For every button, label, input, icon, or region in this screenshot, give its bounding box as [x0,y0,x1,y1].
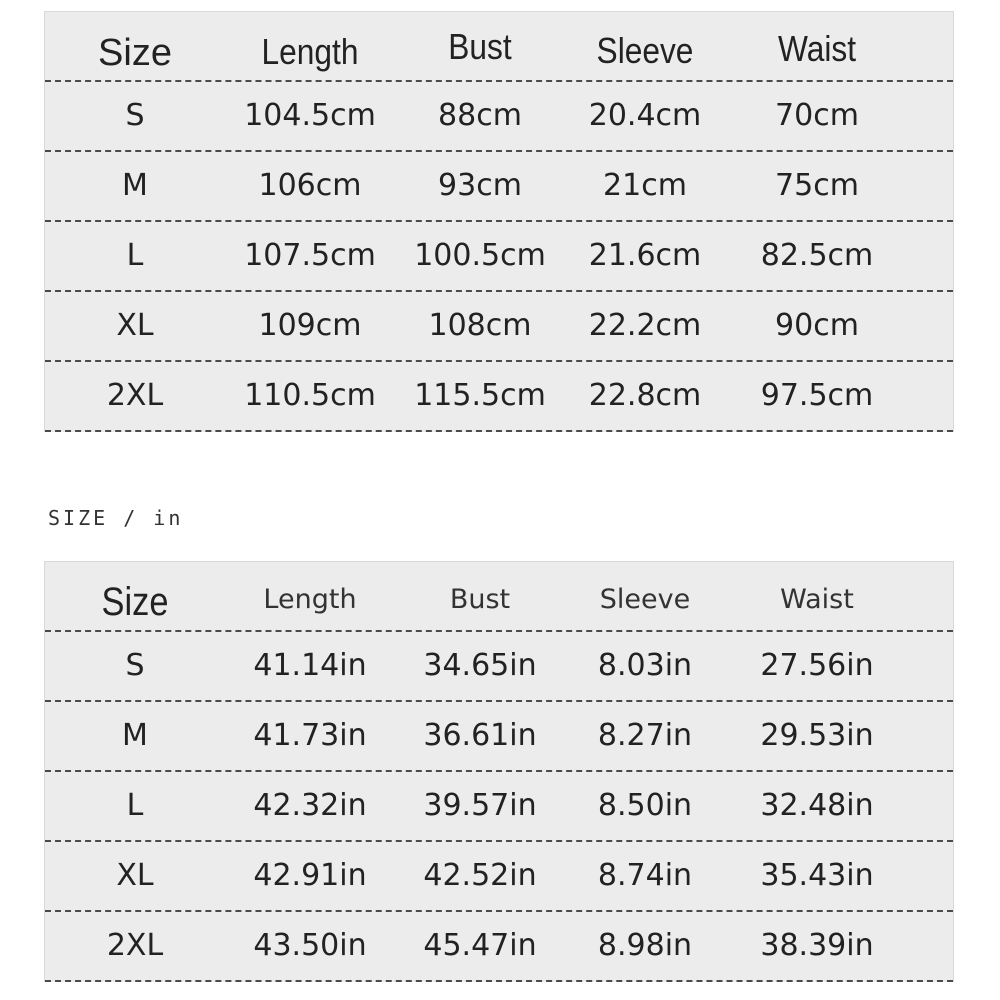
waist-cell: 75cm [775,168,859,203]
bust-cell: 93cm [438,168,522,203]
length-cell: 41.73in [253,718,367,753]
length-cell: 43.50in [253,928,367,963]
sleeve-cell: 21.6cm [588,238,702,273]
size-cell: L [126,788,144,823]
size-table-in [44,561,954,982]
size-cell: XL [116,308,154,343]
bust-cell: 115.5cm [414,378,546,413]
table-row [45,152,953,222]
header-waist: Waist [777,28,857,69]
header-length: Length [261,31,359,72]
size-cell: M [122,718,148,753]
bust-cell: 100.5cm [414,238,546,273]
length-cell: 104.5cm [244,98,376,133]
inch-table-caption: SIZE / in [48,506,184,530]
bust-cell: 39.57in [423,788,537,823]
size-cell: S [125,648,145,683]
table-row [45,222,953,292]
waist-cell: 90cm [775,308,859,343]
table-row [45,292,953,362]
waist-cell: 97.5cm [760,378,874,413]
waist-cell: 38.39in [760,928,874,963]
waist-cell: 29.53in [760,718,874,753]
size-cell: S [125,98,145,133]
sleeve-cell: 22.2cm [588,308,702,343]
sleeve-cell: 21cm [603,168,687,203]
size-cell: 2XL [106,378,164,413]
length-cell: 110.5cm [244,378,376,413]
table-row [45,772,953,842]
waist-cell: 27.56in [760,648,874,683]
header-bust: Bust [449,584,511,615]
header-length: Length [263,584,357,615]
sleeve-cell: 8.98in [597,928,693,963]
length-cell: 41.14in [253,648,367,683]
table-row [45,362,953,432]
size-cell: 2XL [106,928,164,963]
size-cell: XL [116,858,154,893]
bust-cell: 88cm [438,98,522,133]
table-header-row [45,12,953,82]
header-size: Size [98,32,172,74]
bust-cell: 42.52in [423,858,537,893]
bust-cell: 36.61in [423,718,537,753]
waist-cell: 35.43in [760,858,874,893]
size-cell: L [126,238,144,273]
length-cell: 109cm [258,308,362,343]
header-bust: Bust [448,26,512,67]
table-row [45,82,953,152]
header-size: Size [101,580,169,624]
header-waist: Waist [780,584,854,615]
bust-cell: 45.47in [423,928,537,963]
bust-cell: 34.65in [423,648,537,683]
length-cell: 42.91in [253,858,367,893]
waist-cell: 82.5cm [760,238,874,273]
table-header-row [45,562,953,632]
length-cell: 106cm [258,168,362,203]
length-cell: 42.32in [253,788,367,823]
waist-cell: 70cm [775,98,859,133]
table-row [45,632,953,702]
table-row [45,912,953,982]
length-cell: 107.5cm [244,238,376,273]
table-row [45,842,953,912]
size-cell: M [122,168,148,203]
sleeve-cell: 8.27in [597,718,693,753]
sleeve-cell: 8.74in [597,858,693,893]
sleeve-cell: 8.50in [597,788,693,823]
waist-cell: 32.48in [760,788,874,823]
size-table-cm [44,11,954,432]
header-sleeve: Sleeve [599,584,691,615]
bust-cell: 108cm [428,308,532,343]
sleeve-cell: 22.8cm [588,378,702,413]
sleeve-cell: 8.03in [597,648,693,683]
table-row [45,702,953,772]
header-sleeve: Sleeve [596,30,694,71]
sleeve-cell: 20.4cm [588,98,702,133]
